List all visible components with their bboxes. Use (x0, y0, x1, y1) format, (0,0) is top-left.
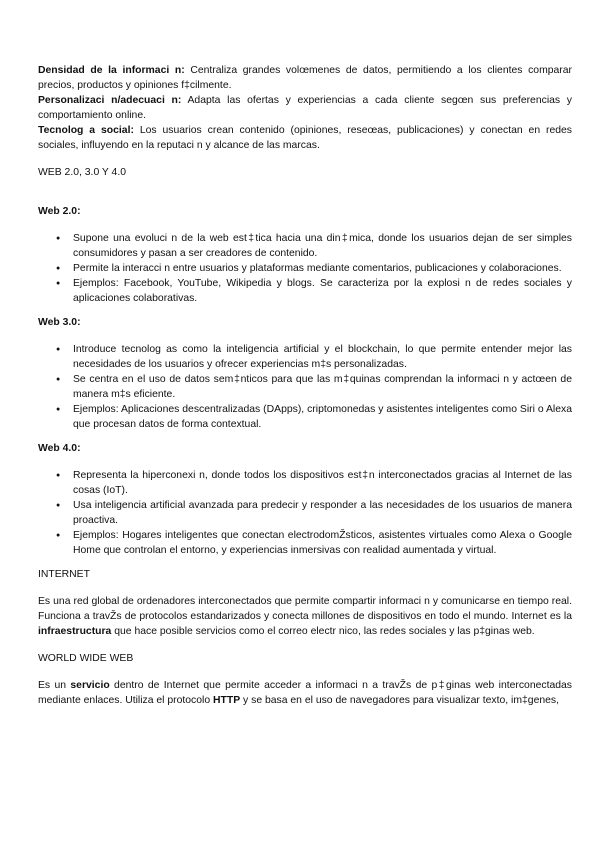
web40-list (38, 468, 572, 558)
www-title: WORLD WIDE WEB (38, 653, 134, 664)
internet-bold: infraestructura (38, 626, 112, 637)
intro-term-1: Densidad de la informaci n: (38, 65, 185, 76)
list-item: ● Usa inteligencia artificial avanzada para predecir y responder a las necesidades de los usuarios de manera proactiva. (38, 498, 572, 528)
internet-text-1: Es una red global de ordenadores interconectados que permite compartir informaci n y comunicarse en tiempo real. Funciona a travŽs de protocolos estandarizados y conecta millones de dispositivos en todo el mundo. Internet es la (38, 596, 572, 622)
intro-text-1: Centraliza grandes volœmenes de datos, permitiendo a los clientes comparar precios, productos y opiniones f‡cilmente. (38, 65, 572, 91)
web30-heading: Web 3.0: (38, 317, 81, 328)
internet-title: INTERNET (38, 569, 90, 580)
internet-paragraph (38, 594, 572, 639)
intro-paragraph-3 (38, 123, 572, 153)
web40-heading: Web 4.0: (38, 443, 81, 454)
list-item: ● Ejemplos: Aplicaciones descentralizadas (DApps), criptomonedas y asistentes inteligentes como Siri o Alexa que procesan datos de forma contextual. (38, 402, 572, 432)
list-item: ● Se centra en el uso de datos sem‡nticos para que las m‡quinas comprendan la informaci n y actœen de manera m‡s eficiente. (38, 372, 572, 402)
list-item: ● Supone una evoluci n de la web est‡tica hacia una din‡mica, donde los usuarios dejan de ser simples consumidores y pasan a ser creadores de contenido. (38, 231, 572, 261)
www-bold-1: servicio (70, 680, 110, 691)
www-text-1: Es un (38, 680, 71, 691)
www-paragraph (38, 678, 572, 708)
intro-term-3: Tecnolog a social: (38, 125, 134, 136)
www-text-3: y se basa en el uso de navegadores para visualizar texto, im‡genes, (240, 695, 559, 706)
intro-text-3: Los usuarios crean contenido (opiniones, reseœas, publicaciones) y conectan en redes sociales, influyendo en la reputaci n y alcance de las marcas. (38, 125, 572, 151)
intro-paragraph-2 (38, 93, 572, 123)
www-text-2: dentro de Internet que permite acceder a informaci n a travŽs de p‡ginas web interconectadas mediante enlaces. Utiliza el protocolo (38, 680, 572, 706)
web30-list (38, 342, 572, 432)
internet-text-2: que hace posible servicios como el correo electr nico, las redes sociales y las p‡ginas web. (111, 626, 535, 637)
list-item: ● Permite la interacci n entre usuarios y plataformas mediante comentarios, publicaciones y colaboraciones. (38, 261, 572, 276)
www-bold-2: HTTP (213, 695, 241, 706)
web-versions-title: WEB 2.0, 3.0 Y 4.0 (38, 167, 126, 178)
list-item: ● Ejemplos: Hogares inteligentes que conectan electrodomŽsticos, asistentes virtuales como Alexa o Google Home que controlan el entorno, y experiencias inmersivas con realidad aumentada y virtual. (38, 528, 572, 558)
web20-list (38, 231, 572, 306)
web20-heading: Web 2.0: (38, 206, 81, 217)
list-item: ● Representa la hiperconexi n, donde todos los dispositivos est‡n interconectados gracias al Internet de las cosas (IoT). (38, 468, 572, 498)
list-item: ● Introduce tecnolog as como la inteligencia artificial y el blockchain, lo que permite entender mejor las necesidades de los usuarios y ofrecer experiencias m‡s personalizadas. (38, 342, 572, 372)
intro-text-2: Adapta las ofertas y experiencias a cada cliente segœn sus preferencias y comportamiento online. (38, 95, 572, 121)
intro-paragraph-1 (38, 63, 572, 93)
list-item: ● Ejemplos: Facebook, YouTube, Wikipedia y blogs. Se caracteriza por la explosi n de redes sociales y aplicaciones colaborativas. (38, 276, 572, 306)
intro-term-2: Personalizaci n/adecuaci n: (38, 95, 182, 106)
